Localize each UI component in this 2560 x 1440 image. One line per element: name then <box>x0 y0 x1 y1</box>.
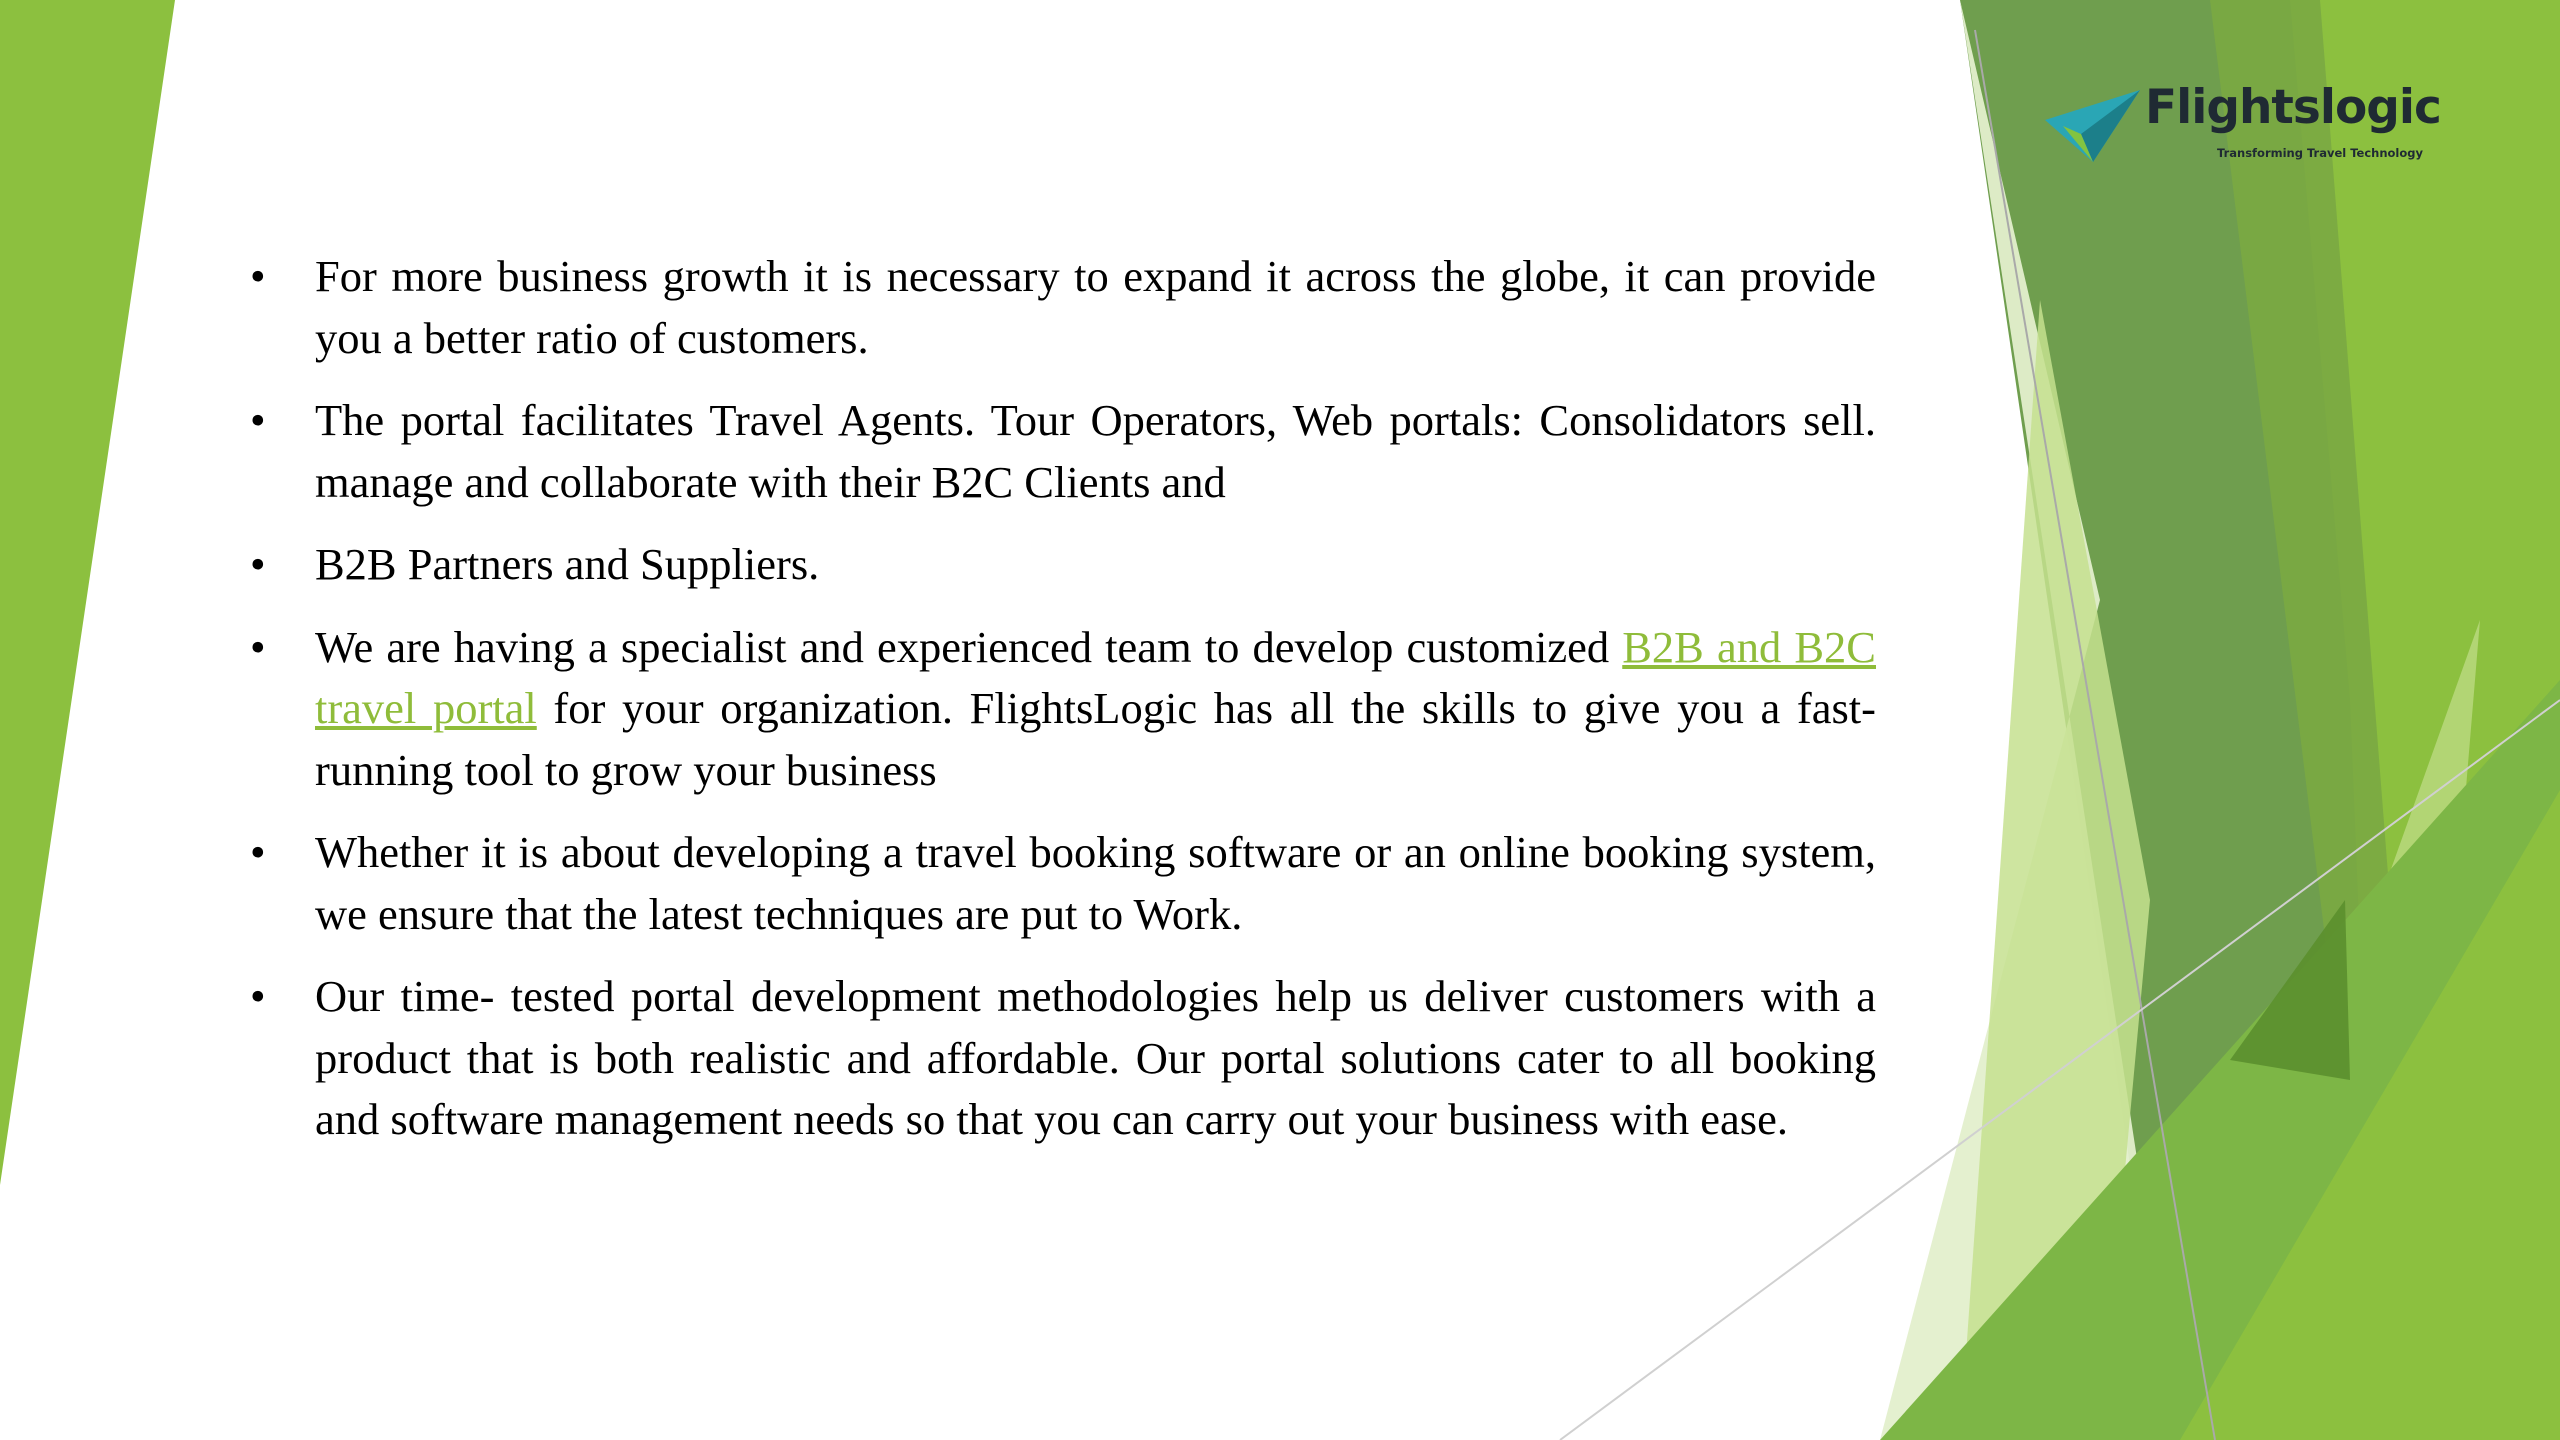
bullet-item <box>240 390 1876 513</box>
bullet-list <box>240 246 1876 1151</box>
bullet-item <box>240 966 1876 1151</box>
paper-plane-icon <box>2045 82 2140 162</box>
left-green-wedge <box>0 0 175 1185</box>
logo-name: Flightslogic <box>2145 80 2441 135</box>
bullet-text: The portal facilitates Travel Agents. Tour Operators, Web portals: Consolidators sell. manage and collaborate with their B2C Clients and <box>315 395 1876 507</box>
bullet-item <box>240 246 1876 369</box>
bullet-dot-icon: • <box>250 621 266 672</box>
bullet-item <box>240 822 1876 945</box>
bullet-text: For more business growth it is necessary to expand it across the globe, it can provide you a better ratio of customers. <box>315 251 1876 363</box>
bullet-content <box>240 246 1876 1172</box>
bullet-dot-icon: • <box>250 971 266 1021</box>
logo-tagline: Transforming Travel Technology <box>2217 146 2424 160</box>
bullet-item <box>240 534 1876 596</box>
bullet-dot-icon: • <box>250 539 266 589</box>
bullet-dot-icon: • <box>250 395 266 445</box>
flightslogic-logo <box>2045 80 2441 168</box>
bullet-item <box>240 617 1876 802</box>
bullet-dot-icon: • <box>250 251 266 301</box>
bullet-text: B2B Partners and Suppliers. <box>315 539 820 589</box>
bullet-text-after-link: for your organization. FlightsLogic has all the skills to give you a fast-running tool to grow your business <box>315 683 1876 795</box>
bullet-dot-icon: • <box>250 827 266 877</box>
b2b-b2c-travel-portal-link[interactable]: B2B and B2C travel portal <box>315 621 1876 733</box>
bullet-text-before-link: We are having a specialist and experienced team to develop customized <box>315 621 1623 672</box>
bullet-text: Whether it is about developing a travel booking software or an online booking system, we ensure that the latest techniques are put to Work. <box>315 827 1876 939</box>
bullet-text: Our time- tested portal development methodologies help us deliver customers with a product that is both realistic and affordable. Our portal solutions cater to all booking and software management needs so that you can carry out your business with ease. <box>315 971 1876 1144</box>
